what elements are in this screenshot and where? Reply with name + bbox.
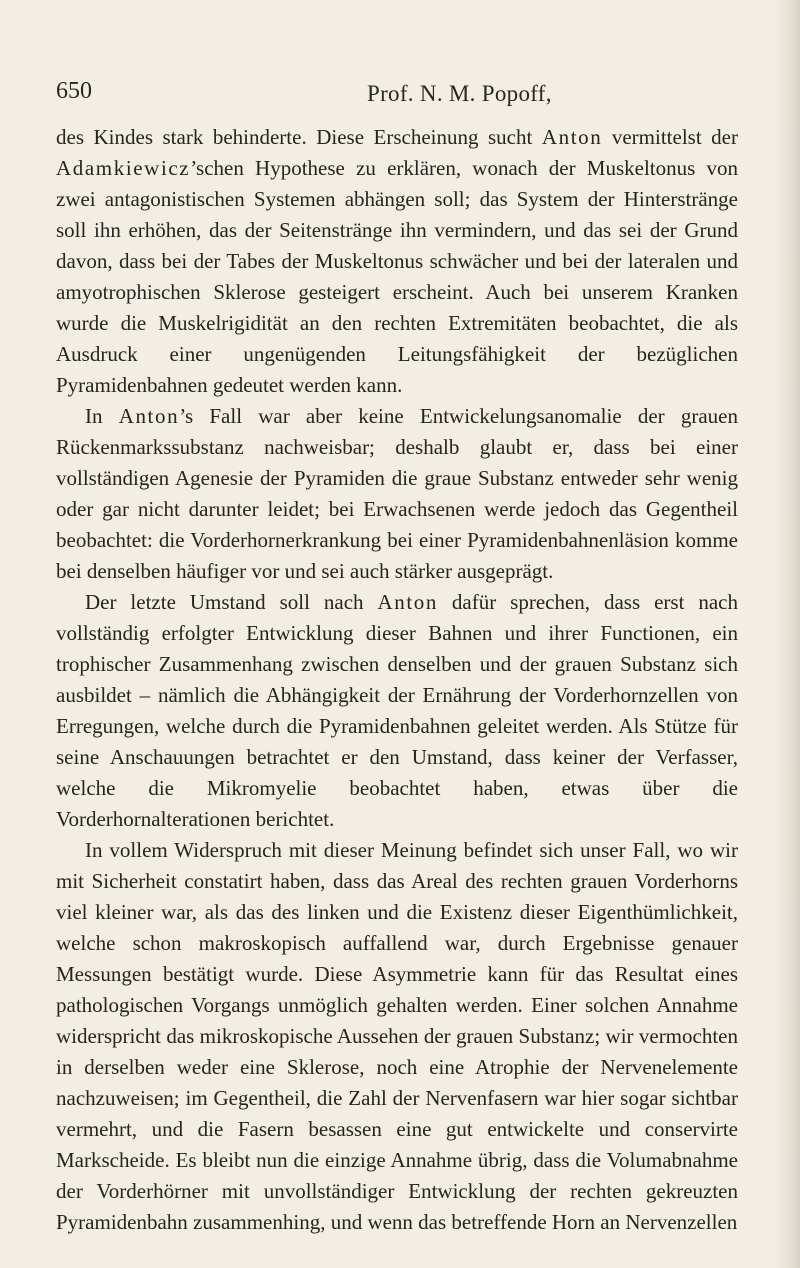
- page-header: [56, 78, 736, 112]
- author-name: Anton: [377, 590, 438, 614]
- author-name: Anton: [541, 125, 603, 149]
- body-text: [56, 122, 738, 1238]
- author-name: Adamkiewicz: [56, 156, 191, 180]
- text-segment: vermittelst der: [602, 125, 738, 149]
- text-segment: ’schen Hypothese zu erklären, wonach der Muskeltonus von zwei antagonistischen Systemen abhängen soll; das System der Hinterstränge soll ihn erhöhen, das der Seitenstränge ihn vermindern, und das sei der Grund davon, dass bei der Tabes der Muskeltonus schwächer und bei der lateralen und amyotrophischen Sklerose gesteigert erscheint. Auch bei unserem Kranken wurde die Muskelrigidität an den rechten Extremitäten beobachtet, die als Ausdruck einer ungenügenden Leitungsfähigkeit der bezüglichen Pyramidenbahnen gedeutet werden kann.: [56, 156, 738, 397]
- text-segment: des Kindes stark behinderte. Diese Erscheinung sucht: [56, 125, 542, 149]
- text-segment: Der letzte Umstand soll nach: [85, 590, 378, 614]
- paragraph: [56, 401, 738, 587]
- text-segment: dafür sprechen, dass erst nach vollständig erfolgter Entwicklung dieser Bahnen und ihrer Functionen, ein trophischer Zusammenhang zwischen denselben und der grauen Substanz sich ausbildet – nämlich die Abhängigkeit der Ernährung der Vorderhornzellen von Erregungen, welche durch die Pyramidenbahnen geleitet werden. Als Stütze für seine Anschauungen betrachtet er den Umstand, dass keiner der Verfasser, welche die Mikromyelie beobachtet haben, etwas über die Vorderhornalterationen berichtet.: [56, 590, 738, 831]
- page-number: 650: [56, 78, 92, 104]
- text-segment: ’s Fall war aber keine Entwickelungsanomalie der grauen Rückenmarkssubstanz nachweisbar; deshalb glaubt er, dass bei einer vollständigen Agenesie der Pyramiden die graue Substanz entweder sehr wenig oder gar nicht darunter leidet; bei Erwachsenen werde jedoch das Gegentheil beobachtet: die Vorderhornerkrankung bei einer Pyramidenbahnenläsion komme bei denselben häufiger vor und sei auch stärker ausgeprägt.: [56, 404, 738, 583]
- paragraph: [56, 835, 738, 1238]
- text-segment: In vollem Widerspruch mit dieser Meinung befindet sich unser Fall, wo wir mit Sicherheit constatirt haben, dass das Areal des rechten grauen Vorderhorns viel kleiner war, als das des linken und die Existenz dieser Eigenthümlichkeit, welche schon makroskopisch auffallend war, durch Ergebnisse genauer Messungen bestätigt wurde. Diese Asymmetrie kann für das Resultat eines pathologischen Vorgangs unmöglich gehalten werden. Einer solchen Annahme widerspricht das mikroskopische Aussehen der grauen Substanz; wir vermochten in derselben weder eine Sklerose, noch eine Atrophie der Nervenelemente nachzuweisen; im Gegentheil, die Zahl der Nervenfasern war hier sogar sichtbar vermehrt, und die Fasern besassen eine gut entwickelte und conservirte Markscheide. Es bleibt nun die einzige Annahme übrig, dass die Volumabnahme der Vorderhörner mit unvollständiger Entwicklung der rechten gekreuzten Pyramidenbahn zusammenhing, und wenn das betreffende Horn an Nervenzellen: [56, 838, 738, 1234]
- running-head: Prof. N. M. Popoff,: [367, 81, 552, 106]
- author-name: Anton: [118, 404, 180, 428]
- page-edge-shadow: [774, 0, 800, 1268]
- paragraph: [56, 587, 738, 835]
- text-segment: In: [85, 404, 119, 428]
- paragraph: [56, 122, 738, 401]
